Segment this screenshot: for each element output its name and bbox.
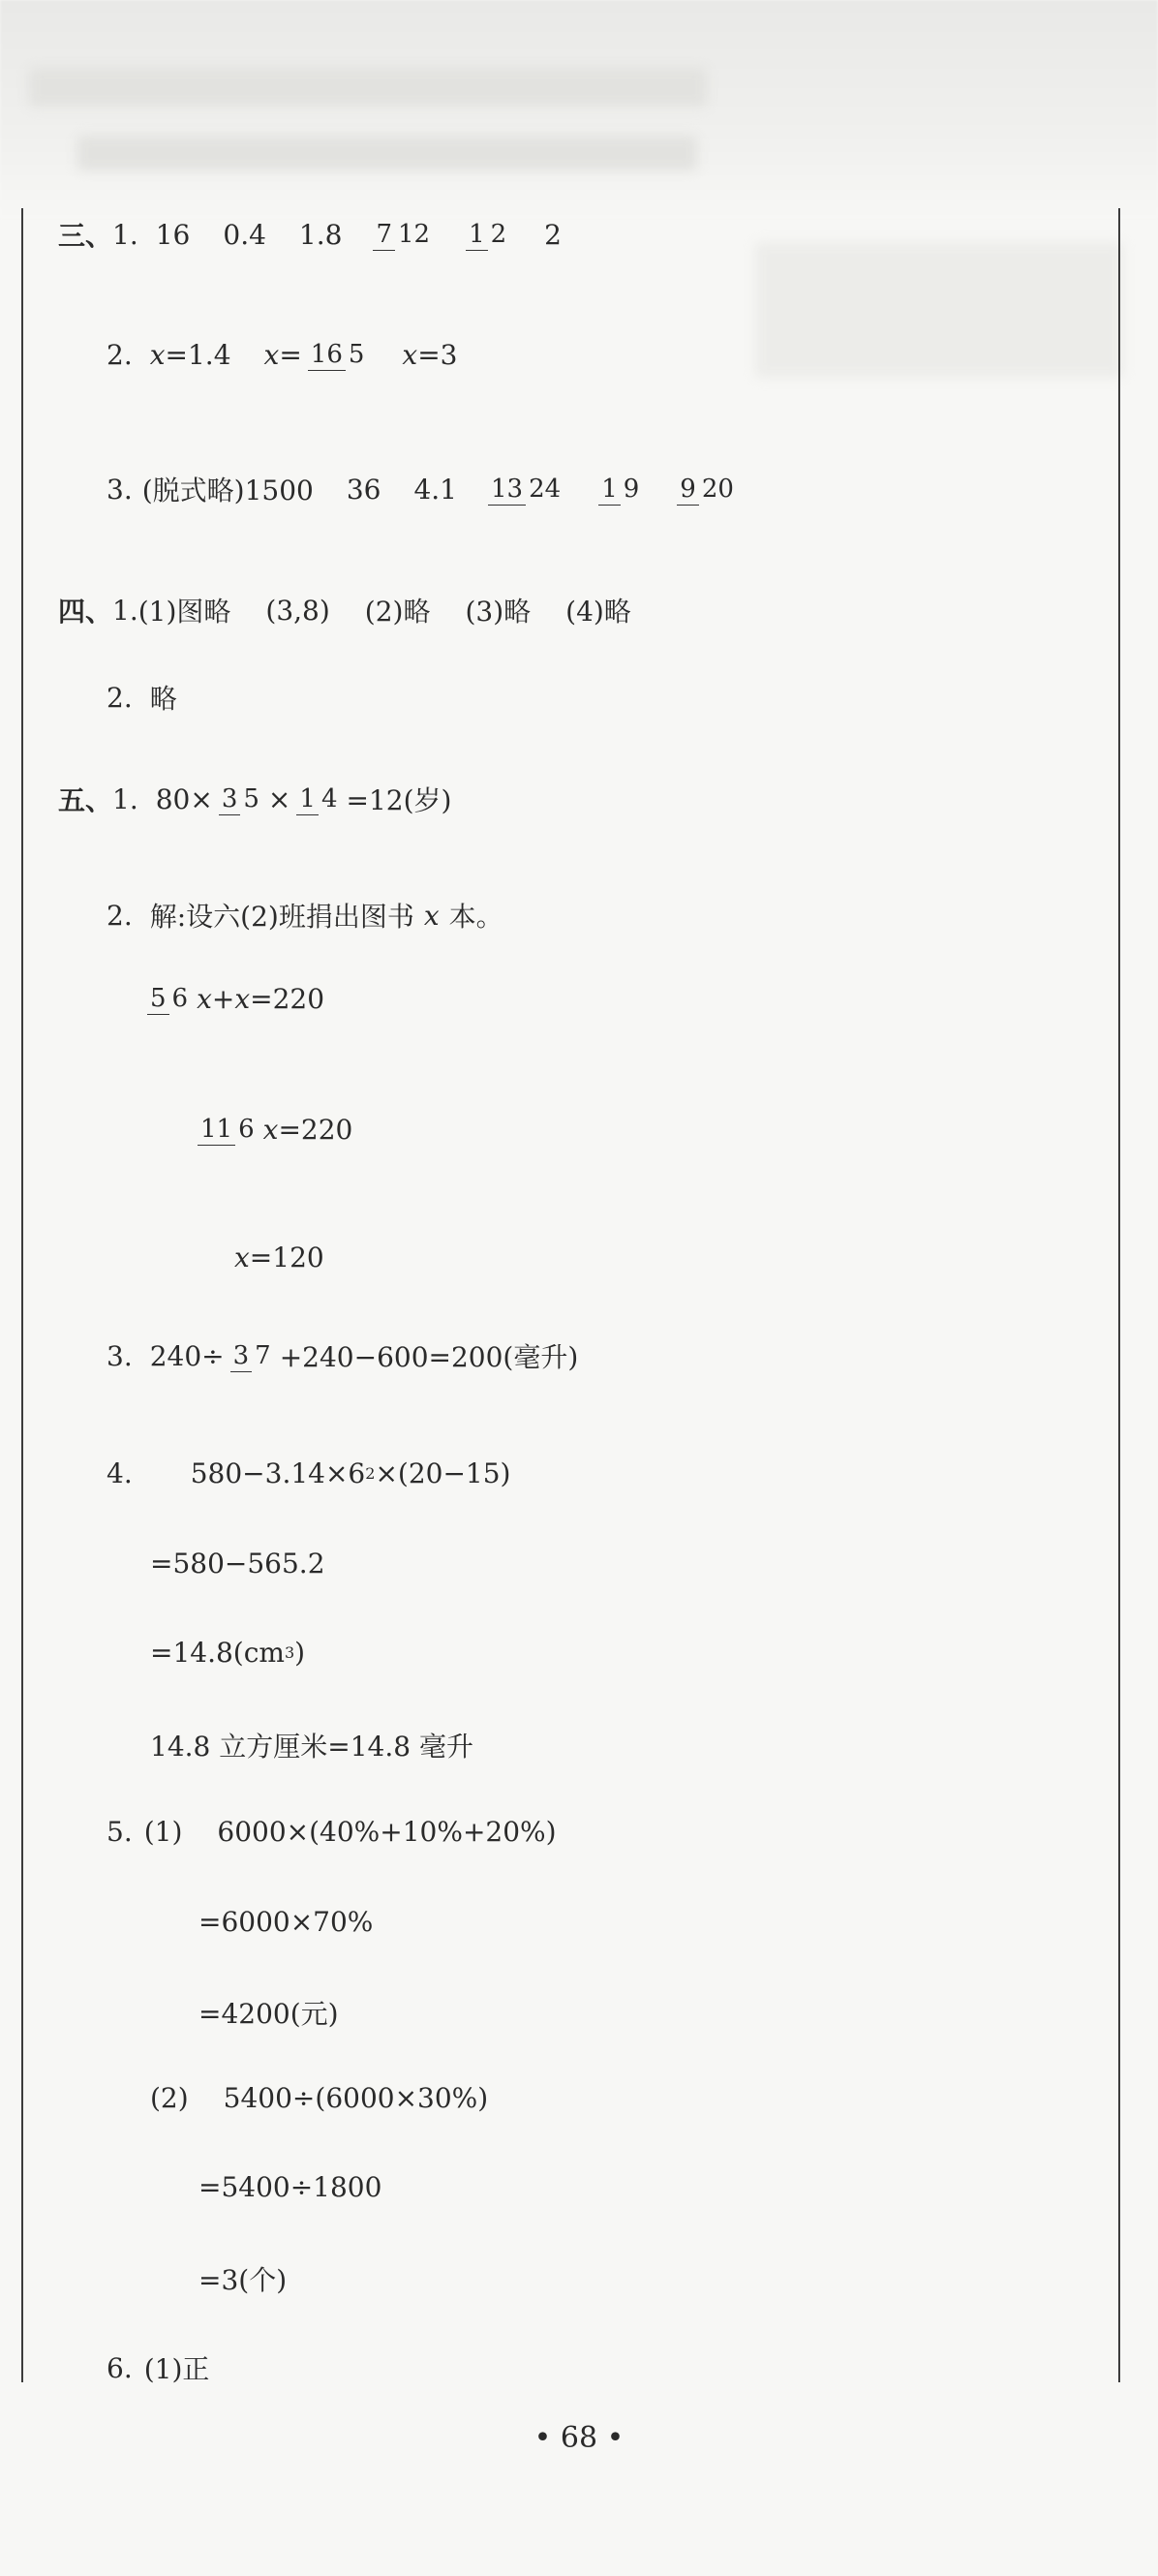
value: 16 — [155, 218, 191, 251]
question-number: 5. — [107, 1816, 133, 1848]
equation: = — [279, 339, 302, 371]
variable: x — [263, 339, 280, 371]
equation: ) — [294, 1637, 306, 1669]
value: 4.1 — [413, 473, 457, 506]
equation: =220 — [278, 1114, 353, 1146]
blurred-text-strip — [755, 242, 1123, 378]
answer-5-1 — [58, 780, 451, 818]
equation: =220 — [250, 983, 325, 1015]
answer-5-5-line3 — [198, 1993, 339, 2032]
equation: =3(个) — [198, 2264, 288, 2296]
answer-3-2 — [107, 339, 458, 371]
answer-text: (2)略 — [364, 596, 431, 628]
exponent: 2 — [365, 1464, 376, 1483]
equation: =1.4 — [165, 339, 231, 371]
equation: ×(20−15) — [375, 1457, 511, 1489]
answer-text: (3)略 — [465, 596, 532, 628]
equation: 80× — [155, 782, 213, 815]
equation: 240÷ — [149, 1339, 225, 1372]
answer-5-4-line1 — [107, 1457, 510, 1489]
fraction: 1 4 — [296, 783, 340, 815]
fraction: 9 20 — [677, 474, 737, 506]
value: 36 — [346, 473, 381, 506]
answer-text: (1)图略 — [137, 596, 231, 628]
value: 2 — [544, 218, 562, 251]
answer-5-5-line5 — [198, 2171, 381, 2203]
equation: × — [267, 782, 291, 815]
answer-5-3 — [107, 1336, 578, 1375]
answer-text: (1)正 — [143, 2353, 210, 2385]
answer-5-2-line2 — [198, 1114, 352, 1146]
blurred-header-area — [0, 0, 1158, 218]
answer-5-5-line1 — [107, 1816, 557, 1848]
equation: =6000×70% — [198, 1906, 374, 1938]
variable: x — [402, 339, 418, 371]
equation: =580−565.2 — [150, 1548, 325, 1579]
part-label: (2) — [150, 2082, 189, 2114]
question-number: 2. — [107, 681, 133, 714]
equation: =12(岁) — [346, 784, 452, 816]
equation: 580−3.14×6 — [190, 1457, 366, 1489]
fraction: 11 6 — [198, 1114, 258, 1146]
section-label: 四、 — [58, 596, 113, 628]
answer-text: 解:设六(2)班捐出图书 — [149, 901, 414, 933]
fraction: 1 2 — [466, 219, 509, 251]
equation: +240−600=200(毫升) — [279, 1341, 579, 1373]
answer-5-4-line3 — [150, 1637, 305, 1669]
answer-5-5-line2 — [198, 1906, 373, 1938]
answer-5-6 — [107, 2348, 209, 2387]
part-label: (1) — [143, 1816, 183, 1848]
question-number: 4. — [107, 1457, 133, 1489]
fraction: 3 7 — [230, 1340, 274, 1372]
section-label: 五、 — [58, 784, 113, 816]
answer-text: (脱式略)1500 — [141, 475, 314, 506]
question-number: 2. — [107, 339, 133, 371]
value: 0.4 — [223, 218, 266, 251]
question-number: 1. — [112, 594, 138, 627]
value: 1.8 — [298, 218, 343, 251]
question-number: 1. — [112, 218, 138, 251]
variable: x — [197, 983, 212, 1015]
section-label: 三、 — [58, 220, 113, 252]
answer-3-3 — [107, 470, 743, 508]
fraction: 7 12 — [373, 219, 433, 251]
variable: x — [262, 1114, 279, 1146]
answer-text: (4)略 — [565, 596, 631, 628]
answer-3-1 — [58, 215, 562, 254]
answer-4-2 — [107, 678, 177, 717]
question-number: 3. — [107, 1339, 133, 1372]
variable: x — [423, 899, 440, 932]
equation: 5400÷(6000×30%) — [223, 2082, 489, 2114]
equation: =5400÷1800 — [198, 2171, 382, 2203]
fraction: 5 6 — [147, 983, 191, 1015]
exponent: 3 — [284, 1643, 295, 1662]
answer-text: (3,8) — [265, 594, 330, 627]
answer-5-4-line4 — [150, 1726, 473, 1764]
fraction: 16 5 — [308, 339, 368, 371]
equation: =120 — [249, 1242, 324, 1273]
answer-5-2-line3 — [234, 1242, 324, 1273]
equation: =3 — [417, 339, 458, 371]
page-border-left — [21, 208, 23, 2382]
fraction: 3 5 — [219, 783, 262, 815]
question-number: 3. — [107, 473, 133, 506]
answer-5-2-intro — [107, 896, 503, 935]
question-number: 6. — [107, 2351, 133, 2384]
equation: =4200(元) — [198, 1998, 339, 2030]
answer-5-5-line6 — [198, 2259, 287, 2298]
answer-text: 略 — [149, 683, 177, 715]
equation: + — [211, 983, 235, 1015]
fraction: 1 9 — [598, 474, 642, 506]
question-number: 1. — [112, 782, 138, 815]
page-number: • 68 • — [533, 2421, 625, 2455]
answer-5-2-line1 — [147, 983, 324, 1015]
equation: 6000×(40%+10%+20%) — [217, 1816, 557, 1848]
answer-text: 本。 — [448, 901, 503, 933]
page-border-right — [1118, 208, 1120, 2382]
answer-5-4-line2 — [150, 1548, 325, 1579]
blurred-text-strip — [77, 136, 697, 170]
blurred-text-strip — [29, 68, 707, 107]
equation: =14.8(cm — [150, 1637, 285, 1669]
answer-5-5-line4 — [150, 2082, 488, 2114]
answer-4-1 — [58, 591, 631, 629]
answer-text: 14.8 立方厘米=14.8 毫升 — [150, 1731, 473, 1763]
variable: x — [234, 983, 251, 1015]
question-number: 2. — [107, 899, 133, 932]
variable: x — [149, 339, 166, 371]
variable: x — [234, 1242, 250, 1273]
fraction: 13 24 — [488, 474, 564, 506]
